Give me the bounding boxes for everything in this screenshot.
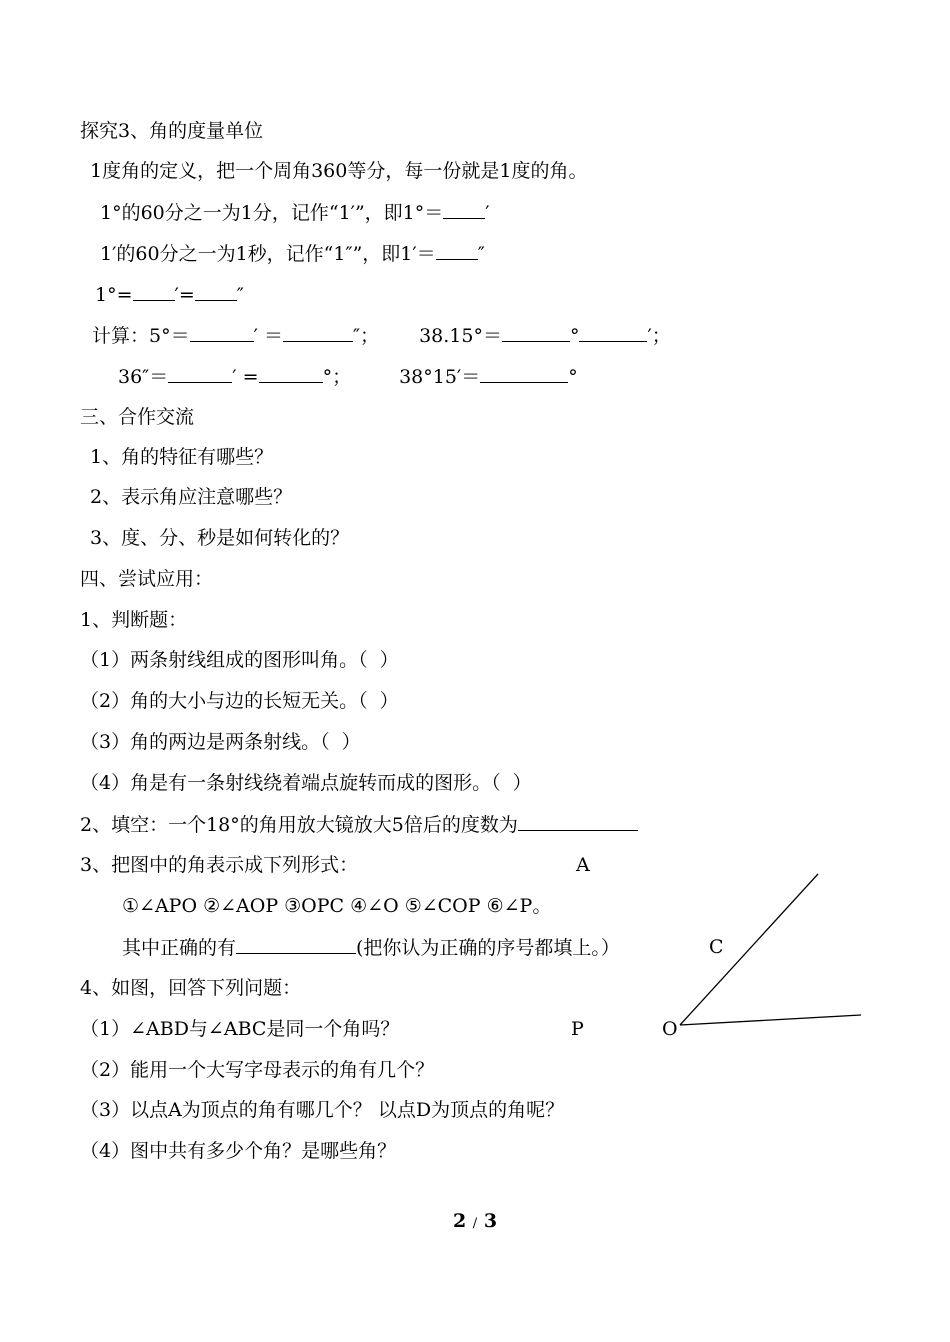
answer-item-3: （3）以点A为顶点的角有哪几个？ 以点D为顶点的角呢？ <box>80 1099 565 1121</box>
figure-label-o: O <box>662 1018 678 1040</box>
section-three-heading: 三、合作交流 <box>80 406 195 428</box>
second-definition: 1′的60分之一为1秒，记作“1″”，即1′＝ ″ <box>100 243 485 265</box>
ray-oa <box>680 874 818 1025</box>
ray-oc <box>680 1015 861 1025</box>
answer-item-4: （4）图中共有多少个角？是哪些角？ <box>80 1140 397 1162</box>
angle-options: ①∠APO ②∠AOP ③OPC ④∠O ⑤∠COP ⑥∠P。 <box>122 895 552 917</box>
judge-item-2: （2）角的大小与边的长短无关。（ ） <box>80 690 399 712</box>
answer-item-1: （1）∠ABD与∠ABC是同一个角吗？ <box>80 1018 400 1040</box>
judge-item-3: （3）角的两边是两条射线。（ ） <box>80 731 361 753</box>
minute-definition: 1°的60分之一为1分，记作“1′”，即1°＝ ′ <box>100 202 490 224</box>
section-explore3-heading: 探究3、角的度量单位 <box>80 120 264 142</box>
fill-question: 2、填空：一个18°的角用放大镜放大5倍后的度数为 <box>80 812 638 837</box>
judge-title: 1、判断题： <box>80 609 188 631</box>
calc-line-1: 计算：5°＝ ′ ＝ ″； 38.15°＝ ° ′； <box>92 325 671 347</box>
degree-definition: 1度角的定义，把一个周角360等分，每一份就是1度的角。 <box>90 160 588 182</box>
question-convert: 3、度、分、秒是如何转化的？ <box>90 527 350 549</box>
section-four-heading: 四、尝试应用： <box>80 568 214 590</box>
degree-chain: 1°= ′= ″ <box>95 284 244 306</box>
figure-label-a: A <box>576 854 590 876</box>
express-question: 3、把图中的角表示成下列形式： <box>80 854 359 876</box>
question-features: 1、角的特征有哪些？ <box>90 446 274 468</box>
answer-question: 4、如图，回答下列问题： <box>80 977 302 999</box>
calc-line-2: 36″＝ ′ = °； 38°15′＝ ° <box>118 366 578 388</box>
judge-item-1: （1）两条射线组成的图形叫角。（ ） <box>80 649 399 671</box>
answer-item-2: （2）能用一个大写字母表示的角有几个？ <box>80 1059 435 1081</box>
page-number: 2 / 3 <box>452 1210 498 1232</box>
figure-label-p: P <box>571 1018 584 1040</box>
judge-item-4: （4）角是有一条射线绕着端点旋转而成的图形。（ ） <box>80 772 532 794</box>
figure-label-c: C <box>709 936 724 958</box>
correct-answer-line: 其中正确的有 (把你认为正确的序号都填上。） <box>122 937 620 959</box>
question-notation: 2、表示角应注意哪些？ <box>90 486 293 508</box>
